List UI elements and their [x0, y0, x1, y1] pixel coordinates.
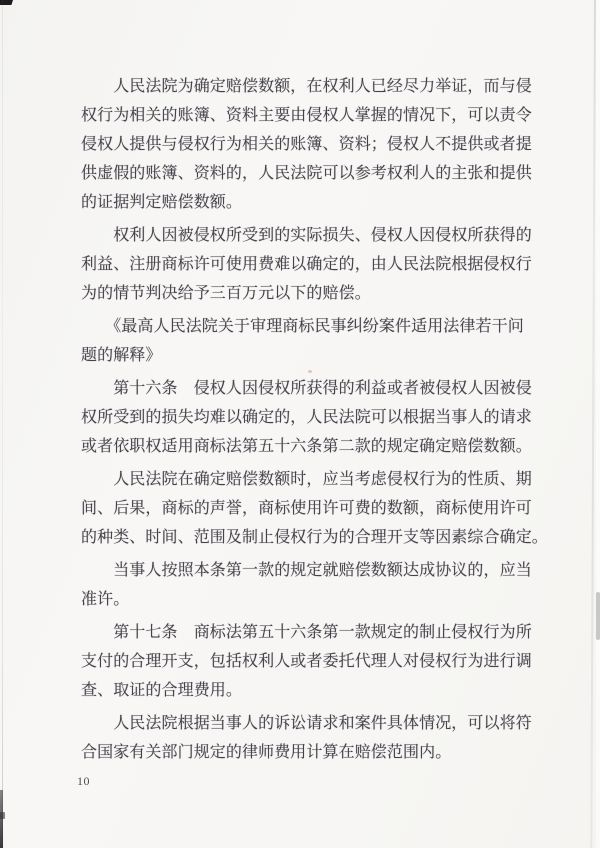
paragraph — [81, 556, 551, 614]
text-line: 人民法院根据当事人的诉讼请求和案件具体情况，可以将符 — [81, 715, 532, 732]
scan-artifact-right-edge-smudge — [596, 592, 600, 640]
text-line: 合国家有关部门规定的律师费用计算在赔偿范围内。 — [81, 744, 452, 761]
paragraph — [81, 618, 551, 705]
paragraph — [81, 312, 551, 370]
text-line: 支付的合理开支，包括权利人或者委托代理人对侵权行为进行调 — [81, 653, 532, 670]
text-line: 间、后果，商标的声誉，商标使用许可费的数额，商标使用许可 — [81, 500, 532, 517]
paragraph — [81, 465, 551, 552]
text-line: 当事人按照本条第一款的规定就赔偿数额达成协议的，应当 — [81, 562, 532, 579]
paragraph — [81, 709, 551, 767]
text-line: 题的解释》 — [81, 347, 162, 364]
text-line: 权行为相关的账簿、资料主要由侵权人掌握的情况下，可以责令 — [81, 107, 532, 124]
text-line: 的证据判定赔偿数额。 — [81, 194, 243, 211]
page-number: 10 — [77, 774, 90, 788]
scan-artifact-right-edge-crease — [590, 0, 595, 848]
text-line: 准许。 — [81, 591, 130, 608]
text-line: 权利人因被侵权所受到的实际损失、侵权人因侵权所获得的 — [81, 227, 532, 244]
text-line: 或者依职权适用商标法第五十六条第二款的规定确定赔偿数额。 — [81, 438, 532, 455]
scan-artifact-right-edge-highlight — [596, 0, 600, 848]
text-line: 《最高人民法院关于审理商标民事纠纷案件适用法律若干问 — [81, 318, 524, 335]
text-line: 权所受到的损失均难以确定的，人民法院可以根据当事人的请求 — [81, 409, 532, 426]
text-line: 的种类、时间、范围及制止侵权行为的合理开支等因素综合确定。 — [81, 529, 548, 546]
scan-artifact-left-edge-blob — [0, 812, 5, 819]
document-body — [77, 72, 551, 789]
paragraph — [81, 374, 551, 461]
text-line: 查、取证的合理费用。 — [81, 682, 243, 699]
paragraph — [81, 221, 551, 308]
scan-artifact-bottom-left-edge — [0, 790, 3, 848]
text-line: 供虚假的账簿、资料的，人民法院可以参考权利人的主张和提供 — [81, 165, 532, 182]
text-line: 人民法院在确定赔偿数额时，应当考虑侵权行为的性质、期 — [81, 471, 532, 488]
text-line: 为的情节判决给予三百万元以下的赔偿。 — [81, 285, 371, 302]
paragraph — [81, 72, 551, 217]
scan-artifact-left-edge-crease — [2, 0, 3, 848]
text-line: 第十七条 商标法第五十六条第一款规定的制止侵权行为所 — [81, 624, 532, 641]
text-line: 人民法院为确定赔偿数额，在权利人已经尽力举证，而与侵 — [81, 78, 532, 95]
text-line: 利益、注册商标许可使用费难以确定的，由人民法院根据侵权行 — [81, 256, 532, 273]
text-line: 第十六条 侵权人因侵权所获得的利益或者被侵权人因被侵 — [81, 380, 532, 397]
text-line: 侵权人提供与侵权行为相关的账簿、资料；侵权人不提供或者提 — [81, 136, 532, 153]
